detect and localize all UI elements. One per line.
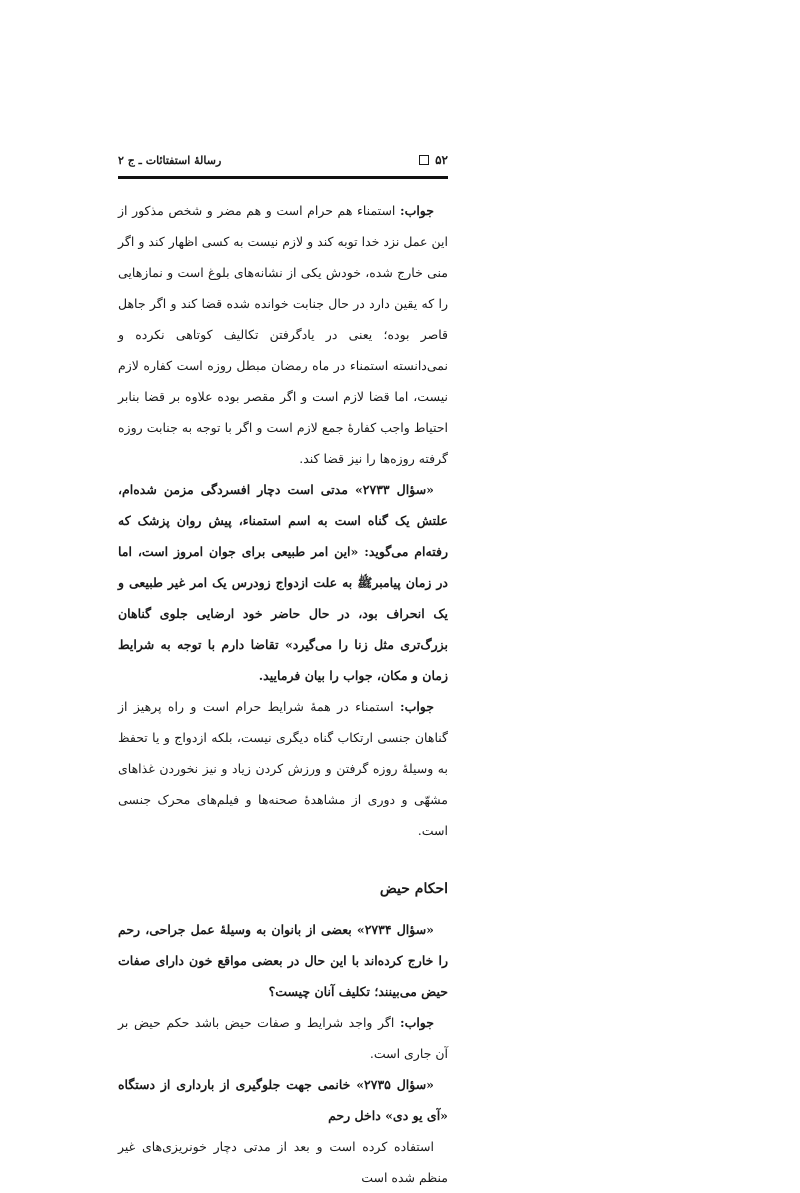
answer-paragraph — [118, 195, 448, 474]
answer-text: استمناء هم حرام است و هم مضر و شخص مذکور از این عمل نزد خدا توبه کند و لازم نیست به کسی اظهار کند و اگر منی خارج شده، خودش یکی از نشانه‌های بلوغ است و نمازهایی را که یقین دارد در حال جنابت خوانده شده قضا کند و اگر جاهل قاصر بوده؛ یعنی در یادگرفتن تکالیف کوتاهی نکرده و نمی‌دانسته استمناء در ماه رمضان مبطل روزه است کفاره لازم نیست، اما قضا لازم است و اگر مقصر بوده علاوه بر قضا بنابر احتیاط واجب کفارهٔ جمع لازم است و اگر با توجه به جنابت روزه گرفته روزه‌ها را نیز قضا کند. — [118, 203, 448, 466]
page-number: ۵۲ — [435, 153, 448, 167]
cut-off-line — [118, 1131, 448, 1185]
running-title: رسالهٔ استفتائات ـ ج ۲ — [118, 153, 222, 167]
answer-text: استمناء در همهٔ شرایط حرام است و راه پرهیز از گناهان جنسی ارتکاب گناه دیگری نیست، بلکه ازدواج و یا تحفظ به وسیلهٔ روزه گرفتن و ورزش کردن زیاد و نیز نخوردن غذاهای مشهّی و دوری از مشاهدهٔ صحنه‌ها و فیلم‌های محرک جنسی است. — [118, 699, 448, 838]
answer-paragraph-2733 — [118, 691, 448, 846]
answer-paragraph-2734 — [118, 1007, 448, 1069]
answer-label: جواب: — [399, 699, 434, 714]
section-heading: احکام حیض — [379, 881, 448, 897]
running-header — [118, 148, 448, 176]
header-rule — [118, 176, 448, 179]
book-page — [118, 148, 448, 1185]
page-body — [118, 195, 448, 1185]
question-paragraph-2734: «سؤال ۲۷۳۴» بعضی از بانوان به وسیلهٔ عمل جراحی، رحم را خارج کرده‌اند با این حال در بعضی مواقع خون دارای صفات حیض می‌بینند؛ تکلیف آنان چیست؟ — [118, 922, 448, 999]
answer-text: اگر واجد شرایط و صفات حیض باشد حکم حیض بر آن جاری است. — [118, 1015, 448, 1061]
square-ornament-icon — [419, 155, 429, 165]
answer-label: جواب: — [399, 1015, 434, 1030]
continuation-text: استفاده کرده است و بعد از مدتی دچار خونریزی‌های غیر منظم شده است — [118, 1139, 448, 1185]
question-paragraph-2733: «سؤال ۲۷۳۳» مدتی است دچار افسردگی مزمن شده‌ام، علتش یک گناه است به اسم استمناء، پیش روان پزشک که رفته‌ام می‌گوید: «این امر طبیعی برای جوان امروز است، اما در زمان پیامبرﷺ به علت ازدواج زودرس یک امر غیر طبیعی و یک انحراف بود، در حال حاضر خود ارضایی جلوی گناهان بزرگ‌تری مثل زنا را می‌گیرد» تقاضا دارم با توجه به شرایط زمان و مکان، جواب را بیان فرمایید. — [118, 482, 448, 683]
answer-label: جواب: — [399, 203, 434, 218]
page-number-block — [419, 153, 448, 167]
question-paragraph-2735: «سؤال ۲۷۳۵» خانمی جهت جلوگیری از بارداری از دستگاه «آی یو دی» داخل رحم — [118, 1077, 448, 1123]
